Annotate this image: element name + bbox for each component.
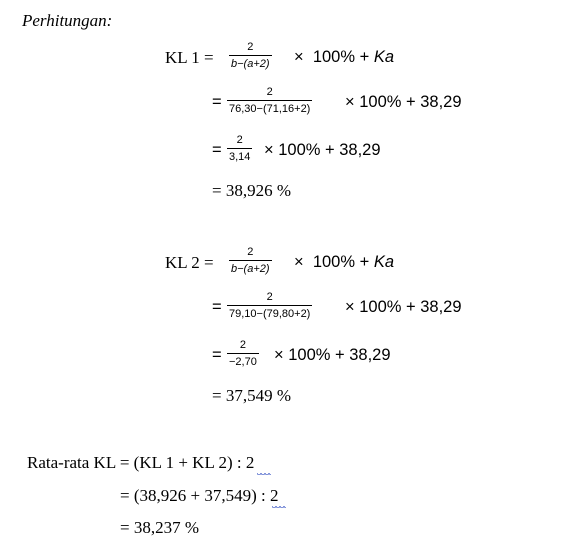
kl2-step3-equals: = <box>212 346 222 364</box>
average-substitution <box>120 486 278 506</box>
fraction-numerator: 2 <box>247 41 254 53</box>
fraction-denominator: −2,70 <box>229 356 257 368</box>
fraction-denominator: b−(a+2) <box>231 263 270 275</box>
kl1-step2-rest: × 100% + 38,29 <box>345 93 462 111</box>
kl2-formula-fraction <box>229 246 272 276</box>
kl2-step2-rest: × 100% + 38,29 <box>345 298 462 316</box>
kl1-step3-rest: × 100% + 38,29 <box>264 141 381 159</box>
kl1-label: KL 1 = <box>165 48 214 67</box>
spellcheck-underline[interactable] <box>257 473 271 476</box>
kl1-result: = 38,926 % <box>212 181 291 200</box>
average-substitution-text: = (38,926 + 37,549) <box>120 486 261 505</box>
kl2-step3-rest: × 100% + 38,29 <box>274 346 391 364</box>
colon-char: : <box>261 486 266 505</box>
fraction-numerator: 2 <box>247 246 254 258</box>
average-formula-end: 2 <box>241 453 255 472</box>
average-result: = 38,237 % <box>120 518 199 537</box>
average-formula <box>27 453 254 473</box>
kl1-formula-fraction <box>229 41 272 71</box>
fraction-numerator: 2 <box>266 86 273 98</box>
kl1-step2-equals: = <box>212 93 222 111</box>
fraction-numerator: 2 <box>236 134 243 146</box>
kl1-step2-fraction <box>227 86 312 116</box>
fraction-numerator: 2 <box>239 339 246 351</box>
times-sign: × <box>294 48 304 66</box>
colon-char: : <box>236 453 242 472</box>
percent-term: 100% + <box>312 48 374 66</box>
heading: Perhitungan: <box>22 11 113 30</box>
kl2-result: = 37,549 % <box>212 386 291 405</box>
times-sign: × <box>294 253 304 271</box>
variable-ka: Ka <box>373 48 395 66</box>
variable-ka: Ka <box>373 253 395 271</box>
fraction-denominator: 3,14 <box>229 151 251 163</box>
kl2-label: KL 2 = <box>165 253 214 272</box>
fraction-denominator: 76,30−(71,16+2) <box>229 103 311 115</box>
spellcheck-colon <box>237 453 242 472</box>
spellcheck-underline[interactable] <box>272 506 286 509</box>
fraction-denominator: b−(a+2) <box>231 58 270 70</box>
kl2-formula-rest <box>294 253 394 272</box>
fraction-denominator: 79,10−(79,80+2) <box>229 308 311 320</box>
kl1-formula-rest <box>294 48 394 67</box>
kl1-step3-fraction <box>227 134 252 164</box>
average-substitution-end: 2 <box>265 486 279 505</box>
average-formula-text: Rata-rata KL = (KL 1 + KL 2) <box>27 453 237 472</box>
kl2-step2-equals: = <box>212 298 222 316</box>
fraction-numerator: 2 <box>266 291 273 303</box>
kl1-step3-equals: = <box>212 141 222 159</box>
kl2-step3-fraction <box>227 339 259 369</box>
percent-term: 100% + <box>312 253 374 271</box>
kl2-step2-fraction <box>227 291 312 321</box>
